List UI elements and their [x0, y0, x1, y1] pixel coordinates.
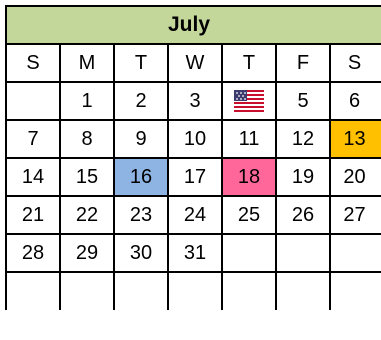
day-cell-empty [330, 272, 381, 310]
weekday-thursday: T [222, 44, 276, 82]
day-cell-holiday [222, 82, 276, 120]
day-cell: 1 [60, 82, 114, 120]
week-row [6, 272, 381, 310]
day-cell: 31 [168, 234, 222, 272]
day-cell-empty [276, 234, 330, 272]
day-cell: 26 [276, 196, 330, 234]
day-cell: 2 [114, 82, 168, 120]
day-cell: 19 [276, 158, 330, 196]
weekday-tuesday: T [114, 44, 168, 82]
day-cell-empty [222, 234, 276, 272]
day-cell: 25 [222, 196, 276, 234]
us-flag-icon [234, 90, 264, 112]
day-cell-empty [60, 272, 114, 310]
day-cell: 17 [168, 158, 222, 196]
day-cell: 10 [168, 120, 222, 158]
week-row [6, 234, 381, 272]
week-row [6, 196, 381, 234]
day-cell: 7 [6, 120, 60, 158]
day-cell: 21 [6, 196, 60, 234]
weekday-header-row [6, 44, 381, 82]
day-cell-empty [276, 272, 330, 310]
week-row [6, 120, 381, 158]
day-cell: 9 [114, 120, 168, 158]
day-cell: 15 [60, 158, 114, 196]
day-cell: 22 [60, 196, 114, 234]
weekday-monday: M [60, 44, 114, 82]
day-cell-highlighted-pink: 18 [222, 158, 276, 196]
day-cell: 20 [330, 158, 381, 196]
day-cell: 24 [168, 196, 222, 234]
day-cell: 12 [276, 120, 330, 158]
weekday-friday: F [276, 44, 330, 82]
day-cell: 5 [276, 82, 330, 120]
day-cell-empty [114, 272, 168, 310]
day-cell-highlighted-blue: 16 [114, 158, 168, 196]
day-cell: 29 [60, 234, 114, 272]
day-cell: 30 [114, 234, 168, 272]
calendar [5, 5, 381, 340]
day-cell: 23 [114, 196, 168, 234]
day-cell-empty [222, 272, 276, 310]
day-cell-empty [330, 234, 381, 272]
day-cell: 28 [6, 234, 60, 272]
day-cell: 6 [330, 82, 381, 120]
week-row [6, 158, 381, 196]
day-cell-empty [168, 272, 222, 310]
day-cell: 8 [60, 120, 114, 158]
weekday-saturday: S [330, 44, 381, 82]
weekday-wednesday: W [168, 44, 222, 82]
calendar-grid [5, 43, 381, 310]
day-cell: 11 [222, 120, 276, 158]
day-cell: 3 [168, 82, 222, 120]
day-cell-empty [6, 272, 60, 310]
day-cell-empty [6, 82, 60, 120]
week-row [6, 82, 381, 120]
month-title: July [5, 5, 381, 45]
day-cell: 14 [6, 158, 60, 196]
day-cell: 27 [330, 196, 381, 234]
weekday-sunday: S [6, 44, 60, 82]
day-cell-highlighted-orange: 13 [330, 120, 381, 158]
